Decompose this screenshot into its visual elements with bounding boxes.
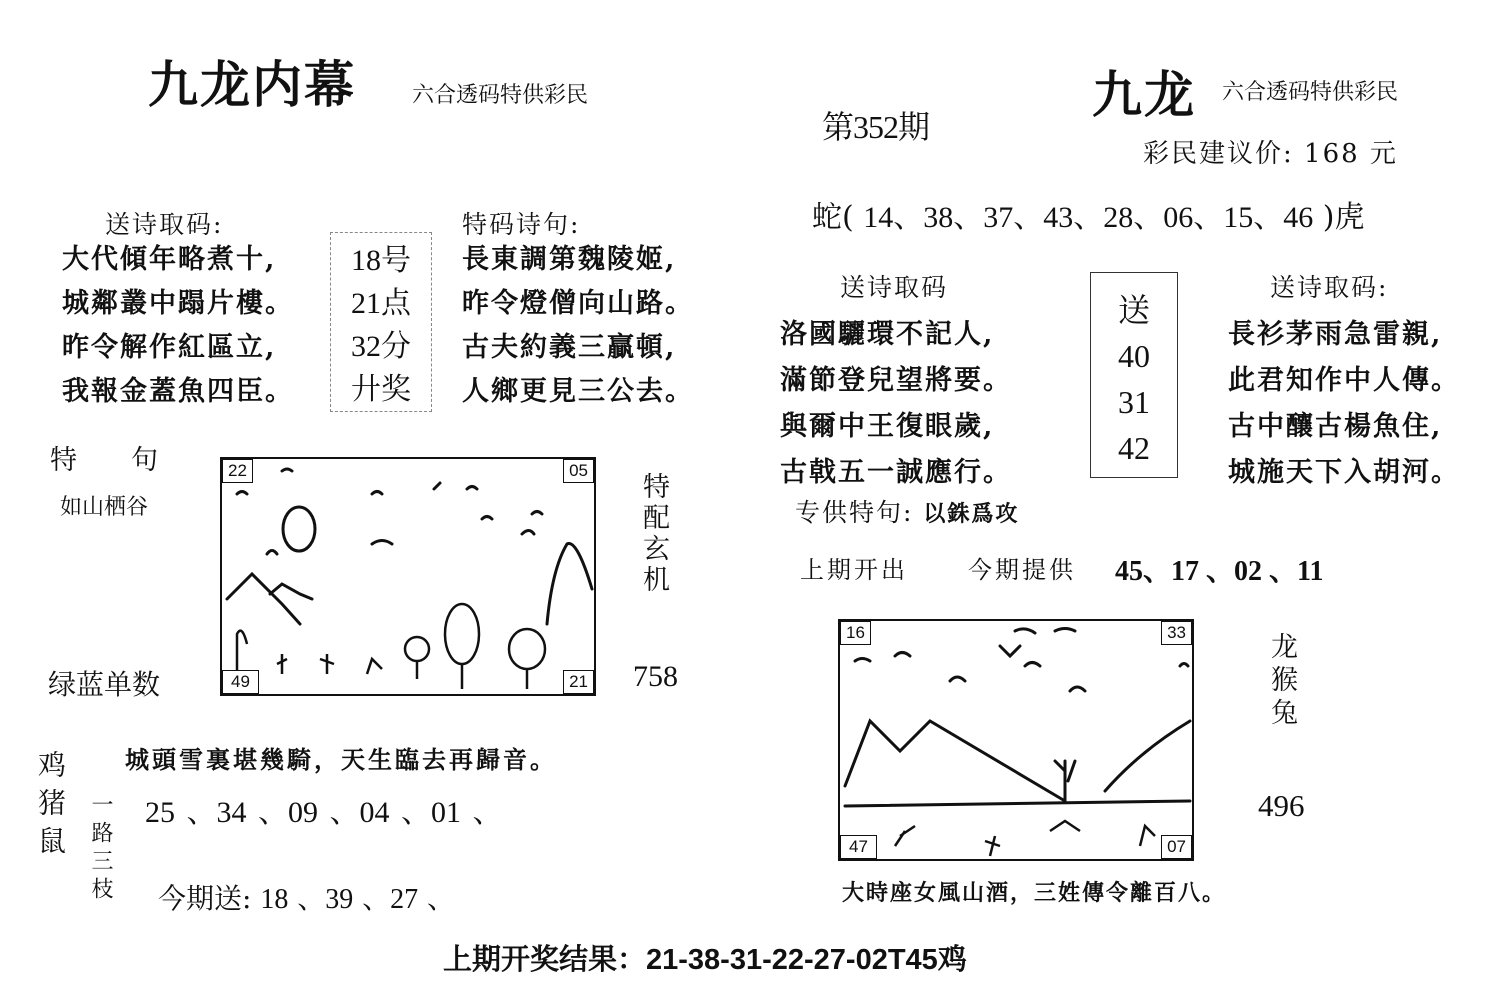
left-verse: 城頭雪裏堪幾騎，天生臨去再歸音。: [125, 745, 557, 774]
poem-line: 城施天下入胡河。: [1228, 457, 1460, 488]
right-verse: 大時座女風山酒，三姓傳令離百八。: [842, 880, 1227, 906]
right-pic-bottom-right-number: 07: [1161, 835, 1192, 859]
box-line: 40: [1118, 338, 1150, 374]
right-special-phrase: [795, 493, 1019, 529]
right-pic-top-left-number: 16: [840, 621, 871, 645]
poem-line: 此君知作中人傳。: [1228, 365, 1460, 396]
last-period-label: 上期开出: [800, 556, 908, 584]
right-center-box: [1090, 272, 1178, 478]
right-subtitle: 六合透码特供彩民: [1222, 80, 1399, 105]
number: 06: [1163, 201, 1194, 234]
box-line: 31: [1118, 384, 1150, 420]
left-pic-top-left-number: 22: [222, 459, 253, 483]
poem-line: 城鄰叢中蹋片樓。: [62, 288, 294, 319]
left-zodiac-vertical: 鸡猪鼠: [34, 750, 67, 864]
number: 46: [1283, 201, 1314, 234]
left-special-poem: [462, 238, 694, 414]
zodiac-tiger: 虎: [1334, 200, 1365, 235]
right-zodiac-vertical: 龙猴兔: [1266, 632, 1297, 731]
left-color-label: 绿蓝单数: [48, 668, 161, 701]
box-line: 廾奖: [351, 373, 411, 406]
right-poem-gift-right-header: 送诗取码:: [1270, 273, 1389, 302]
number: 27: [390, 884, 419, 915]
special-phrase-label: 专供特句:: [795, 498, 914, 527]
last-result-label: 上期开奖结果：: [443, 944, 647, 976]
zodiac-snake: 蛇: [812, 200, 842, 235]
box-line: 32分: [351, 330, 411, 363]
right-poem-gift-left: [780, 312, 1012, 496]
poem-line: 長東調第魏陵姬,: [462, 244, 677, 275]
box-line: 18号: [351, 244, 411, 277]
right-number-496: 496: [1258, 788, 1305, 823]
number: 17: [1171, 556, 1200, 587]
number: 25: [145, 796, 175, 829]
poem-line: 滿節登兒望將要。: [780, 365, 1012, 396]
today-send-label: 今期送:: [158, 882, 252, 915]
box-line: 送: [1117, 292, 1150, 328]
left-title: 九龙内幕: [148, 55, 356, 114]
number: 18: [260, 884, 289, 915]
left-center-box: [330, 232, 432, 412]
poem-line: 大代傾年略煮十,: [62, 244, 277, 275]
special-phrase-text: 以銖爲攻: [923, 501, 1020, 527]
left-pic-top-right-number: 05: [563, 459, 594, 483]
box-line: 21点: [351, 287, 411, 320]
number: 09: [288, 796, 318, 829]
poem-line: 人鄉更見三公去。: [462, 376, 694, 407]
left-subtitle: 六合透码特供彩民: [412, 83, 589, 108]
right-poem-gift-left-header: 送诗取码: [840, 273, 949, 302]
left-pic-bottom-right-number: 21: [563, 670, 594, 694]
left-poem-gift: [62, 238, 294, 414]
left-route-vertical: 一路三枝: [88, 793, 113, 905]
number: 34: [216, 796, 247, 829]
left-special-phrase-label: 特 句: [50, 445, 158, 476]
poem-line: 古夫約義三贏頓,: [462, 332, 677, 363]
number: 38: [923, 201, 954, 234]
number: 15: [1223, 201, 1254, 234]
right-poem-gift-right: [1228, 312, 1460, 496]
left-today-send: 今期送: 18 、39 、27 、: [158, 882, 456, 915]
left-number-758: 758: [633, 660, 678, 693]
landscape-drawing-icon: [840, 621, 1192, 859]
poem-line: 我報金蓋魚四臣。: [62, 376, 294, 407]
poem-line: 與爾中王復眼歲,: [780, 411, 995, 442]
number: 11: [1297, 556, 1324, 587]
footer-last-result: [443, 937, 967, 978]
number: 04: [359, 796, 390, 829]
suggested-price: 彩民建议价: 168 元: [1143, 139, 1398, 169]
poem-line: 古戟五一誠應行。: [780, 457, 1012, 488]
left-special-poem-header: 特码诗句:: [462, 210, 581, 239]
landscape-drawing-icon: [222, 459, 594, 694]
number: 39: [325, 884, 354, 915]
right-pic-top-right-number: 33: [1161, 621, 1192, 645]
snake-tiger-numbers: 蛇( 14、38、37、43、28、06、15、46 )虎: [812, 200, 1365, 235]
right-landscape-picture: [838, 619, 1194, 861]
poem-line: 昨令解作紅區立,: [62, 332, 277, 363]
number: 45: [1115, 556, 1143, 587]
number: 43: [1043, 201, 1074, 234]
last-result-value: 21-38-31-22-27-02T45鸡: [646, 944, 967, 976]
left-numbers-row: 25 、34 、09 、04 、01 、: [145, 796, 503, 829]
right-pic-bottom-left-number: 47: [840, 835, 877, 859]
left-pic-bottom-left-number: 49: [222, 670, 259, 694]
number: 02: [1234, 556, 1263, 587]
poem-line: 古中釀古楊魚住,: [1228, 411, 1443, 442]
poem-line: 長衫茅雨急雷親,: [1228, 319, 1443, 350]
number: 14: [863, 201, 894, 234]
number: 37: [983, 201, 1014, 234]
this-period-label: 今期提供: [968, 556, 1076, 584]
number: 01: [431, 796, 461, 829]
issue-number: 第352期: [822, 109, 930, 145]
this-period-numbers: 45、17 、02 、11: [1115, 556, 1324, 587]
left-poem-gift-header: 送诗取码:: [105, 210, 224, 239]
poem-line: 洛國驪環不記人,: [780, 319, 995, 350]
poem-line: 昨令燈僧向山路。: [462, 288, 694, 319]
left-special-phrase: 如山栖谷: [60, 495, 149, 520]
left-special-hint-vertical: 特配玄机: [638, 472, 669, 596]
left-landscape-picture: [220, 457, 596, 696]
box-line: 42: [1118, 430, 1150, 466]
right-title: 九龙: [1092, 65, 1196, 124]
number: 28: [1103, 201, 1134, 234]
